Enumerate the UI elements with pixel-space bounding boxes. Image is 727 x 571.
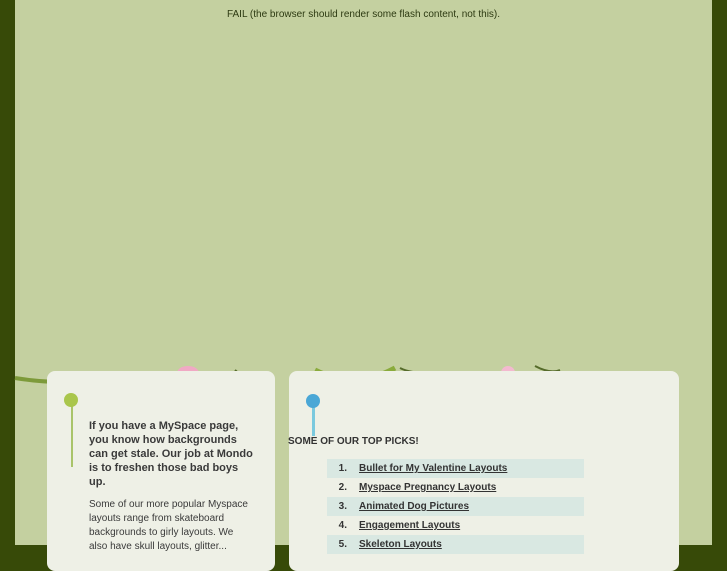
pin-icon — [306, 394, 320, 408]
top-pick-link[interactable]: Skeleton Layouts — [359, 539, 442, 550]
top-pick-link[interactable]: Engagement Layouts — [359, 520, 461, 531]
list-item — [327, 497, 584, 516]
pin-stem — [71, 401, 73, 467]
list-item — [327, 478, 584, 497]
page-container — [15, 0, 712, 552]
list-item-number: 5. — [338, 539, 347, 550]
list-item — [327, 535, 584, 554]
top-pick-link[interactable]: Bullet for My Valentine Layouts — [359, 463, 508, 474]
list-item — [327, 516, 584, 535]
top-pick-link[interactable]: Animated Dog Pictures — [359, 501, 470, 512]
flash-embed-area — [15, 0, 712, 372]
list-item — [327, 459, 584, 478]
flash-fail-message: FAIL (the browser should render some flash content, not this). — [226, 9, 501, 20]
list-item-number: 4. — [338, 520, 347, 531]
pin-stem — [312, 406, 315, 436]
top-pick-link[interactable]: Myspace Pregnancy Layouts — [359, 482, 497, 493]
intro-lead-text: If you have a MySpace page, you know how backgrounds can get stale. Our job at Mondo is to freshen those bad boys up. — [89, 420, 253, 488]
list-item-number: 2. — [338, 482, 347, 493]
list-item-number: 3. — [338, 501, 347, 512]
intro-body-text: Some of our more popular Myspace layouts range from skateboard backgrounds to girly layouts. We also have skull layouts, glitter... — [89, 499, 248, 552]
top-picks-heading: SOME OF OUR TOP PICKS! — [288, 436, 419, 447]
top-picks-list — [327, 459, 584, 554]
list-item-number: 1. — [338, 463, 347, 474]
pin-icon — [64, 393, 78, 407]
